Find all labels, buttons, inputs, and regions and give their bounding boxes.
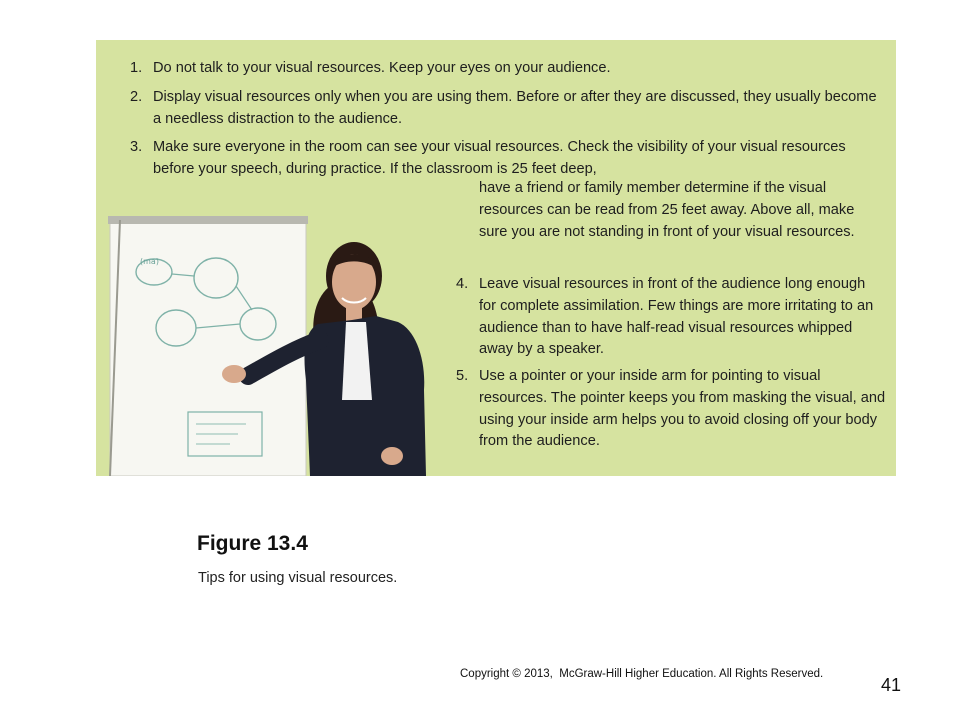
tip-item-3 <box>130 137 860 181</box>
tip-item-4 <box>456 274 886 361</box>
tip-number: 2. <box>130 89 143 105</box>
figure-caption: Tips for using visual resources. <box>198 570 398 586</box>
tip-number: 5. <box>456 368 469 384</box>
tip-text: Do not talk to your visual resources. Keep your eyes on your audience. <box>153 60 611 76</box>
tip-text: Leave visual resources in front of the audience long enough for complete assimilation. Few things are more irritating to an audience than to have half-read visual resources whipped away by a speaker. <box>479 276 874 358</box>
figure-title: Figure 13.4 <box>197 532 308 555</box>
tip-3-continuation: have a friend or family member determine if the visual resources can be read from 25 feet away. Above all, make sure you are not standing in front of your visual resources. <box>479 180 855 240</box>
page-number: 41 <box>881 675 902 695</box>
figure-panel <box>96 40 896 476</box>
tip-text: Make sure everyone in the room can see your visual resources. Check the visibility of your visual resources before your speech, during practice. If the classroom is 25 feet deep, <box>153 139 846 177</box>
tip-number: 1. <box>130 60 143 76</box>
svg-text:(ma): (ma) <box>140 257 159 266</box>
presenter-illustration <box>96 190 456 476</box>
copyright-notice: Copyright © 2013, McGraw-Hill Higher Education. All Rights Reserved. <box>460 668 824 680</box>
tip-item-2 <box>130 87 880 131</box>
flip-chart <box>108 216 308 476</box>
tip-item-5 <box>456 366 886 453</box>
tip-text: Use a pointer or your inside arm for pointing to visual resources. The pointer keeps you from masking the visual, and using your inside arm helps you to avoid closing off your body from the audience. <box>479 368 886 450</box>
tip-item-1 <box>130 58 880 80</box>
tip-number: 3. <box>130 139 143 155</box>
tip-text: Display visual resources only when you are using them. Before or after they are discussed, they usually become a needless distraction to the audience. <box>153 89 877 127</box>
tip-number: 4. <box>456 276 469 292</box>
